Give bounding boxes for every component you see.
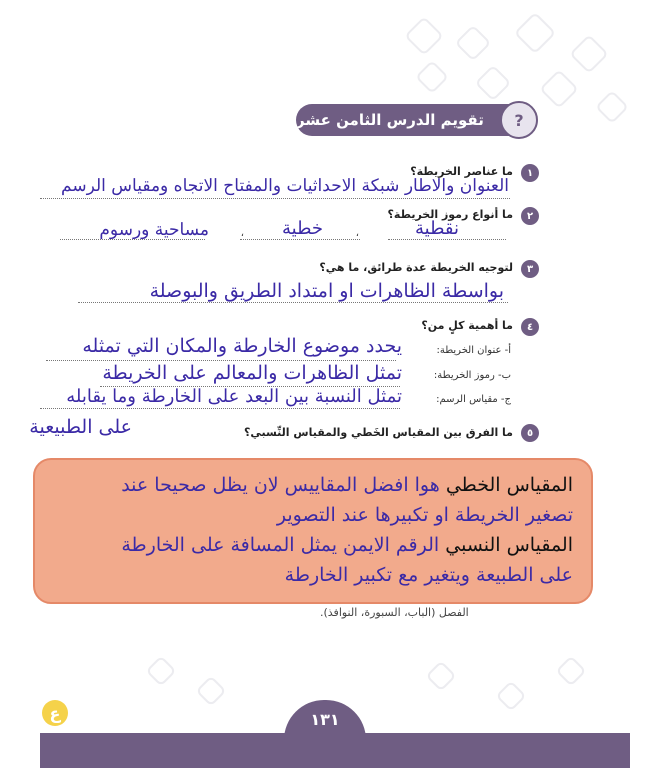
background-decoration bbox=[425, 660, 456, 691]
logo-letter: ع bbox=[49, 703, 61, 723]
answer-2-part-2: خطية bbox=[282, 218, 323, 239]
question-text-5: ما الفرق بين المقياس الخَطي والمقياس النِّسبي؟ bbox=[243, 426, 513, 439]
question-bubbles-icon: ? bbox=[500, 101, 538, 139]
question-text-2: ما أنواع رموز الخريطة؟ bbox=[387, 208, 513, 221]
answer-line bbox=[40, 408, 400, 409]
page-number: ١٣١ bbox=[310, 710, 340, 729]
answer-line bbox=[78, 302, 508, 303]
question-text-4: ما أهمية كلٍ من؟ bbox=[421, 319, 513, 332]
answer-box-line-3 bbox=[53, 530, 573, 560]
answer-1: العنوان والاطار شبكة الاحداثيات والمفتاح الاتجاه ومقياس الرسم bbox=[61, 176, 509, 196]
answer-line bbox=[240, 239, 360, 240]
background-decoration bbox=[539, 69, 579, 109]
lesson-review-title: تقويم الدرس الثامن عشر bbox=[296, 111, 484, 129]
background-decoration bbox=[195, 675, 226, 706]
answer-box-line-1 bbox=[53, 470, 573, 500]
answer-line bbox=[40, 198, 510, 199]
sub-label-a: أ- عنوان الخريطة: bbox=[436, 345, 511, 356]
background-decoration bbox=[475, 65, 512, 102]
answer-4b: تمثل الظاهرات والمعالم على الخريطة bbox=[102, 362, 402, 384]
publisher-logo-icon bbox=[42, 700, 68, 726]
background-decoration bbox=[555, 655, 586, 686]
answer-4a: يحدد موضوع الخارطة والمكان التي تمثله bbox=[82, 335, 402, 357]
question-number-1: ١ bbox=[521, 164, 539, 182]
question-text-3: لتوجيه الخريطة عدة طرائق، ما هي؟ bbox=[319, 261, 513, 274]
question-number-3: ٣ bbox=[521, 260, 539, 278]
background-decoration bbox=[415, 60, 449, 94]
answer-box-line-2: تصغير الخريطة او تكبيرها عند التصوير bbox=[276, 504, 573, 526]
separator: ، bbox=[355, 228, 359, 239]
answer-3: بواسطة الظاهرات او امتداد الطريق والبوصلة bbox=[149, 280, 504, 302]
linear-scale-term: المقياس الخطي bbox=[445, 474, 573, 496]
answer-2-part-1: نقطية bbox=[415, 218, 459, 239]
answer-overlay-box bbox=[33, 458, 593, 604]
question-text-1: ما عناصر الخريطة؟ bbox=[410, 165, 513, 178]
background-decoration bbox=[455, 25, 492, 62]
lesson-review-header bbox=[296, 104, 534, 136]
question-number-4: ٤ bbox=[521, 318, 539, 336]
linear-scale-definition: هوا افضل المقاييس لان يظل صحيحا عند bbox=[121, 474, 440, 496]
background-decoration bbox=[145, 655, 176, 686]
answer-line bbox=[388, 239, 506, 240]
sub-label-b: ب- رموز الخريطة: bbox=[433, 370, 511, 381]
answer-2-part-3: مساحية ورسوم bbox=[99, 220, 209, 240]
partially-hidden-text: الفصل (الباب، السبورة، النوافذ). bbox=[320, 606, 469, 619]
background-decoration bbox=[404, 16, 444, 56]
background-decoration bbox=[495, 680, 526, 711]
separator: ، bbox=[240, 228, 244, 239]
page-number-badge bbox=[284, 700, 366, 760]
answer-4c-continued: على الطبيعية bbox=[29, 416, 132, 438]
answer-4c: تمثل النسبة بين البعد على الخارطة وما يقابله bbox=[66, 386, 402, 407]
question-number-2: ٢ bbox=[521, 207, 539, 225]
ratio-scale-definition: الرقم الايمن يمثل المسافة على الخارطة bbox=[121, 534, 440, 556]
answer-box-line-4: على الطبيعة ويتغير مع تكبير الخارطة bbox=[284, 564, 573, 586]
question-number-5: ٥ bbox=[521, 424, 539, 442]
sub-label-c: ج- مقياس الرسم: bbox=[436, 394, 511, 405]
ratio-scale-term: المقياس النسبي bbox=[445, 534, 573, 556]
answer-line bbox=[46, 360, 396, 361]
background-decoration bbox=[595, 90, 629, 124]
background-decoration bbox=[514, 12, 556, 54]
background-decoration bbox=[569, 34, 609, 74]
